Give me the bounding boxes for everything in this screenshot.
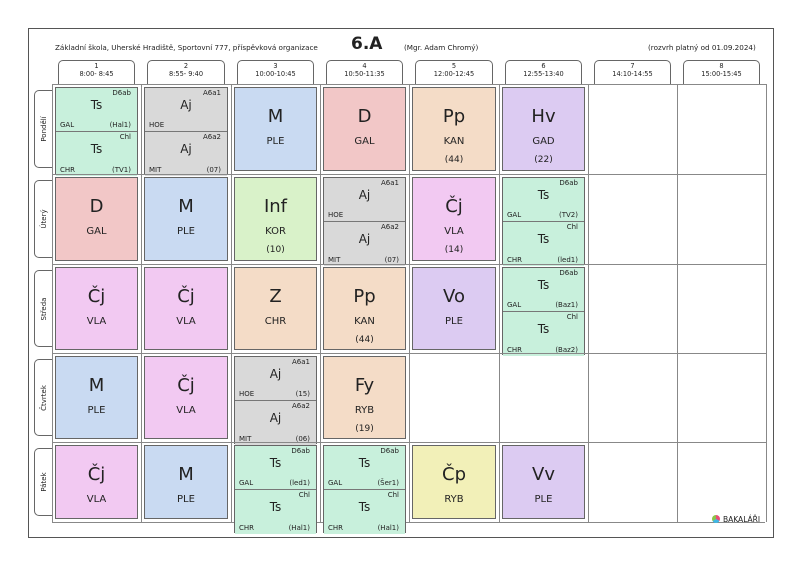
timetable-slot[interactable] — [677, 174, 766, 264]
room: (Hal1) — [377, 524, 399, 532]
split-lesson-card[interactable] — [502, 177, 585, 265]
lesson-card[interactable] — [234, 87, 317, 171]
period-time: 10:50-11:35 — [344, 69, 385, 78]
lesson-card[interactable] — [144, 356, 228, 439]
lesson-card[interactable] — [55, 267, 138, 350]
timetable-slot[interactable] — [588, 264, 677, 353]
timetable-slot[interactable] — [677, 264, 766, 353]
subject: D — [357, 106, 372, 127]
group-lesson[interactable] — [503, 178, 584, 222]
teacher: HOE — [239, 390, 255, 398]
subject: Vo — [443, 286, 465, 307]
room: (TV1) — [112, 166, 131, 174]
day-label — [34, 448, 52, 516]
bakalari-logo — [712, 515, 760, 524]
lesson-card[interactable] — [55, 445, 138, 519]
room: (44) — [355, 335, 374, 345]
group-name: A6a2 — [292, 402, 310, 410]
day-name: Středa — [39, 297, 48, 320]
group-name: A6a2 — [203, 133, 221, 141]
subject: Aj — [180, 98, 192, 112]
teacher: GAL — [60, 121, 75, 129]
subject: Z — [269, 286, 282, 307]
room: (14) — [444, 245, 464, 255]
room: (07) — [206, 166, 221, 174]
subject: Ts — [537, 232, 550, 246]
teacher: CHR — [239, 524, 255, 532]
subject: Pp — [353, 286, 376, 307]
valid-from: (rozvrh platný od 01.09.2024) — [648, 43, 756, 52]
subject: Aj — [180, 142, 192, 156]
teacher: PLE — [266, 136, 285, 147]
teacher: PLE — [445, 316, 463, 327]
subject: Čj — [177, 286, 195, 307]
period-number: 3 — [273, 62, 278, 70]
teacher: CHR — [264, 316, 287, 327]
teacher: VLA — [444, 226, 464, 237]
period-header — [505, 60, 582, 84]
period-time: 12:00-12:45 — [433, 69, 475, 78]
group-name: A6a1 — [203, 89, 221, 97]
subject: Ts — [537, 188, 550, 202]
subject: Čp — [442, 464, 466, 485]
group-lesson[interactable] — [324, 446, 405, 490]
group-lesson[interactable] — [235, 401, 316, 445]
teacher: GAL — [507, 211, 522, 219]
period-header — [147, 60, 225, 84]
period-time: 8:00- 8:45 — [79, 69, 114, 78]
teacher: VLA — [86, 316, 107, 327]
period-header — [237, 60, 314, 84]
subject: Aj — [269, 367, 282, 381]
timetable-slot[interactable] — [677, 442, 766, 522]
period-number: 2 — [183, 62, 189, 70]
group-name: Chl — [566, 223, 578, 231]
subject: M — [178, 464, 194, 485]
room: (07) — [384, 256, 399, 264]
period-time: 8:55- 9:40 — [168, 69, 204, 78]
subject: Čj — [87, 286, 106, 307]
teacher: CHR — [60, 166, 76, 174]
group-lesson[interactable] — [324, 178, 405, 222]
teacher: VLA — [176, 316, 196, 327]
teacher: PLE — [177, 226, 195, 237]
teacher: GAL — [328, 479, 343, 487]
period-header — [58, 60, 135, 84]
group-lesson[interactable] — [503, 268, 584, 312]
timetable-slot[interactable] — [677, 84, 766, 174]
lesson-card[interactable] — [412, 177, 496, 261]
teacher: RYB — [354, 405, 375, 416]
teacher: PLE — [534, 494, 553, 505]
split-lesson-card[interactable] — [234, 356, 317, 444]
lesson-card[interactable] — [144, 267, 228, 350]
room: (Hal1) — [109, 121, 131, 129]
group-name: Chl — [119, 133, 131, 141]
group-lesson[interactable] — [56, 88, 137, 132]
teacher: VLA — [176, 405, 196, 416]
group-lesson[interactable] — [145, 88, 227, 132]
class-title: 6.A — [351, 34, 383, 54]
group-lesson[interactable] — [324, 490, 405, 534]
split-lesson-card[interactable] — [502, 267, 585, 355]
subject: Pp — [442, 106, 466, 127]
split-lesson-card[interactable] — [234, 445, 317, 533]
teacher: HOE — [328, 211, 344, 219]
subject: D — [89, 196, 104, 217]
room: (Hal1) — [288, 524, 310, 532]
group-name: A6a1 — [292, 358, 310, 366]
day-name: Čtvrtek — [39, 384, 48, 411]
lesson-card[interactable] — [55, 356, 138, 439]
group-lesson[interactable] — [56, 132, 137, 176]
group-lesson[interactable] — [235, 446, 316, 490]
subject: Ts — [358, 456, 371, 470]
grid-line — [52, 522, 765, 523]
day-name: Úterý — [39, 209, 48, 229]
lesson-card[interactable] — [144, 177, 228, 261]
timetable-slot[interactable] — [588, 353, 677, 442]
subject: Ts — [90, 98, 103, 112]
day-label — [34, 90, 52, 168]
subject: Vv — [532, 464, 555, 485]
day-label — [34, 270, 52, 347]
lesson-card[interactable] — [234, 177, 317, 261]
subject: Aj — [358, 232, 371, 246]
teacher: KAN — [354, 316, 375, 327]
teacher: MIT — [328, 256, 341, 264]
group-lesson[interactable] — [235, 490, 316, 534]
class-teacher: (Mgr. Adam Chromý) — [404, 43, 479, 52]
teacher: GAD — [532, 136, 555, 147]
subject: Aj — [358, 188, 371, 202]
subject: Ts — [537, 278, 550, 292]
subject: Aj — [269, 411, 282, 425]
subject: Ts — [269, 500, 282, 514]
period-number: 6 — [541, 62, 546, 70]
school-name: Základní škola, Uherské Hradiště, Sportovní 777, příspěvková organizace — [55, 43, 318, 52]
grid-line — [766, 84, 767, 522]
subject: Ts — [269, 456, 282, 470]
group-name: D6ab — [112, 89, 131, 97]
subject: Ts — [90, 142, 103, 156]
period-number: 4 — [362, 62, 367, 70]
subject: Čj — [445, 196, 463, 217]
teacher: CHR — [328, 524, 344, 532]
group-lesson[interactable] — [145, 132, 227, 176]
timetable-slot[interactable] — [677, 353, 766, 442]
lesson-card[interactable] — [412, 87, 496, 171]
timetable-slot[interactable] — [588, 442, 677, 522]
teacher: GAL — [239, 479, 254, 487]
period-header — [415, 60, 493, 84]
subject: Inf — [263, 196, 288, 217]
period-number: 1 — [94, 62, 99, 70]
day-label — [34, 180, 52, 258]
group-lesson[interactable] — [235, 357, 316, 401]
group-lesson[interactable] — [503, 312, 584, 356]
lesson-card[interactable] — [412, 267, 496, 350]
period-number: 7 — [630, 62, 635, 70]
group-name: A6a2 — [381, 223, 399, 231]
group-name: Chl — [387, 491, 399, 499]
logo-text: BAKALÁŘI — [723, 515, 761, 524]
subject: Čj — [177, 375, 195, 396]
timetable-slot[interactable] — [409, 353, 499, 442]
period-number: 8 — [719, 62, 724, 70]
group-name: D6ab — [559, 269, 578, 277]
subject: Fy — [354, 375, 375, 396]
split-lesson-card[interactable] — [55, 87, 138, 175]
teacher: MIT — [149, 166, 162, 174]
group-lesson[interactable] — [324, 222, 405, 266]
lesson-card[interactable] — [502, 445, 585, 519]
room: (Baz1) — [555, 301, 578, 309]
subject: Čj — [87, 464, 106, 485]
teacher: PLE — [177, 494, 195, 505]
lesson-card[interactable] — [144, 445, 228, 519]
room: (19) — [355, 424, 374, 434]
group-name: Chl — [298, 491, 310, 499]
teacher: GAL — [507, 301, 522, 309]
teacher: GAL — [354, 136, 375, 147]
subject: Ts — [537, 322, 550, 336]
split-lesson-card[interactable] — [323, 177, 406, 265]
period-time: 10:00-10:45 — [255, 69, 296, 78]
room: (22) — [534, 155, 553, 165]
split-lesson-card[interactable] — [144, 87, 228, 175]
subject: Hv — [531, 106, 556, 127]
subject: Ts — [358, 500, 371, 514]
teacher: KAN — [443, 136, 465, 147]
room: (led1) — [557, 256, 578, 264]
day-name: Pondělí — [39, 116, 48, 142]
room: (led1) — [289, 479, 310, 487]
group-lesson[interactable] — [503, 222, 584, 266]
room: (06) — [295, 435, 310, 443]
room: (10) — [266, 245, 285, 255]
period-header — [326, 60, 403, 84]
teacher: RYB — [444, 494, 464, 505]
lesson-card[interactable] — [323, 267, 406, 350]
teacher: KOR — [265, 226, 286, 237]
teacher: HOE — [149, 121, 165, 129]
lesson-card[interactable] — [55, 177, 138, 261]
teacher: CHR — [507, 256, 523, 264]
lesson-card[interactable] — [323, 356, 406, 439]
teacher: PLE — [87, 405, 106, 416]
period-time: 15:00-15:45 — [701, 69, 742, 78]
lesson-card[interactable] — [323, 87, 406, 171]
subject: M — [267, 106, 284, 127]
room: (Šer1) — [377, 479, 399, 487]
day-name: Pátek — [39, 472, 48, 492]
lesson-card[interactable] — [502, 87, 585, 171]
timetable-slot[interactable] — [499, 353, 588, 442]
period-time: 12:55-13:40 — [523, 69, 564, 78]
teacher: GAL — [86, 226, 107, 237]
lesson-card[interactable] — [234, 267, 317, 350]
bakalari-logo-icon — [712, 515, 720, 523]
group-name: D6ab — [559, 179, 578, 187]
group-name: A6a1 — [381, 179, 399, 187]
group-name: D6ab — [291, 447, 310, 455]
subject: M — [178, 196, 194, 217]
period-number: 5 — [451, 62, 457, 70]
timetable-slot[interactable] — [588, 84, 677, 174]
period-time: 14:10-14:55 — [612, 69, 653, 78]
lesson-card[interactable] — [412, 445, 496, 519]
timetable-slot[interactable] — [588, 174, 677, 264]
period-header — [683, 60, 760, 84]
room: (44) — [444, 155, 464, 165]
teacher: CHR — [507, 346, 523, 354]
group-name: D6ab — [380, 447, 399, 455]
room: (Baz2) — [555, 346, 578, 354]
teacher: VLA — [86, 494, 107, 505]
group-name: Chl — [566, 313, 578, 321]
split-lesson-card[interactable] — [323, 445, 406, 533]
day-label — [34, 359, 52, 436]
room: (15) — [295, 390, 310, 398]
teacher: MIT — [239, 435, 252, 443]
room: (TV2) — [559, 211, 578, 219]
period-header — [594, 60, 671, 84]
subject: M — [88, 375, 105, 396]
